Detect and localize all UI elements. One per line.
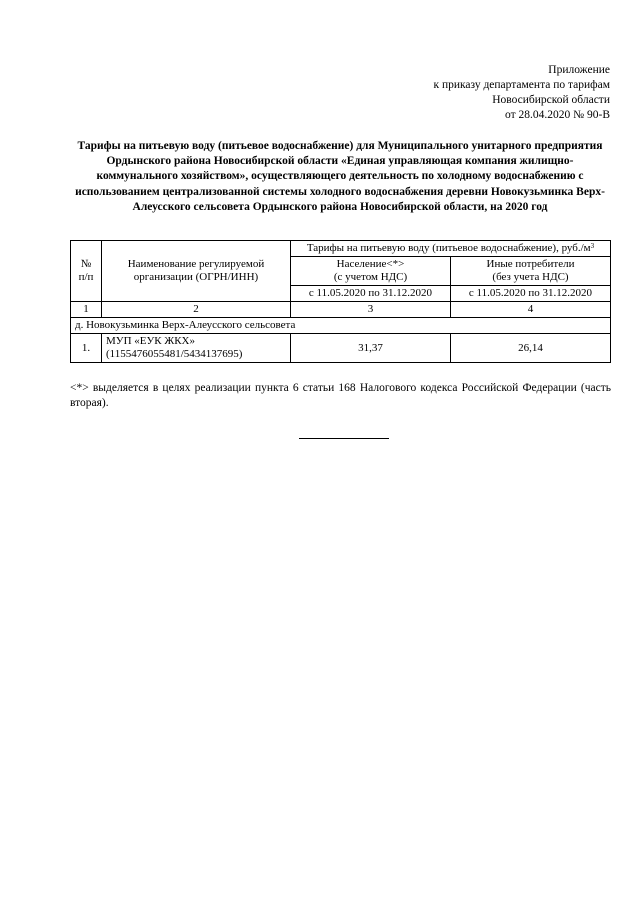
appendix-block xyxy=(433,63,610,123)
header-population-line-1: Население<*> xyxy=(336,258,405,270)
header-org-name: Наименование регулируемой организации (ОГРН/ИНН) xyxy=(102,241,291,302)
header-period-population: с 11.05.2020 по 31.12.2020 xyxy=(291,286,451,302)
appendix-line-2: к приказу департамента по тарифам xyxy=(433,79,610,91)
index-cell: 1 xyxy=(71,302,102,318)
row-org xyxy=(102,334,291,363)
row-num: 1. xyxy=(71,334,102,363)
end-separator-line xyxy=(299,438,389,439)
index-cell: 3 xyxy=(291,302,451,318)
table-header-row-1 xyxy=(71,241,611,257)
appendix-line-4: от 28.04.2020 № 90-В xyxy=(505,109,610,121)
row-org-ids: (1155476055481/5434137695) xyxy=(106,348,243,360)
header-tariffs-sup: 3 xyxy=(590,242,595,250)
appendix-line-3: Новосибирской области xyxy=(492,94,610,106)
row-org-name: МУП «ЕУК ЖКХ» xyxy=(106,335,195,347)
header-tariffs xyxy=(291,241,611,257)
header-tariffs-text: Тарифы на питьевую воду (питьевое водоснабжение), руб./м xyxy=(306,242,591,254)
row-others-value: 26,14 xyxy=(450,334,610,363)
table-row xyxy=(71,334,611,363)
index-cell: 2 xyxy=(102,302,291,318)
table-index-row xyxy=(71,302,611,318)
header-num: № п/п xyxy=(71,241,102,302)
header-population xyxy=(291,257,451,286)
row-population-value: 31,37 xyxy=(291,334,451,363)
header-period-others: с 11.05.2020 по 31.12.2020 xyxy=(450,286,610,302)
footnote: <*> выделяется в целях реализации пункта 6 статьи 168 Налогового кодекса Российской Федерации (часть вторая). xyxy=(70,382,611,409)
tariffs-table xyxy=(70,240,611,363)
header-population-line-2: (с учетом НДС) xyxy=(333,271,408,283)
header-others xyxy=(450,257,610,286)
appendix-line-1: Приложение xyxy=(548,64,610,76)
index-cell: 4 xyxy=(450,302,610,318)
table-section-row xyxy=(71,318,611,334)
section-title: д. Новокузьминка Верх-Алеусского сельсовета xyxy=(71,318,611,334)
document-title: Тарифы на питьевую воду (питьевое водоснабжение) для Муниципального унитарного предприятия Ордынского района Новосибирской области «Единая управляющая компания жилищно-коммунального хозяйством», осуществляющего деятельность по холодному водоснабжению с использованием централизованной системы холодного водоснабжения деревни Новокузьминка Верх-Алеусского сельсовета Ордынского района Новосибирской области, на 2020 год xyxy=(75,140,605,213)
header-others-line-1: Иные потребители xyxy=(486,258,575,270)
header-others-line-2: (без учета НДС) xyxy=(492,271,569,283)
